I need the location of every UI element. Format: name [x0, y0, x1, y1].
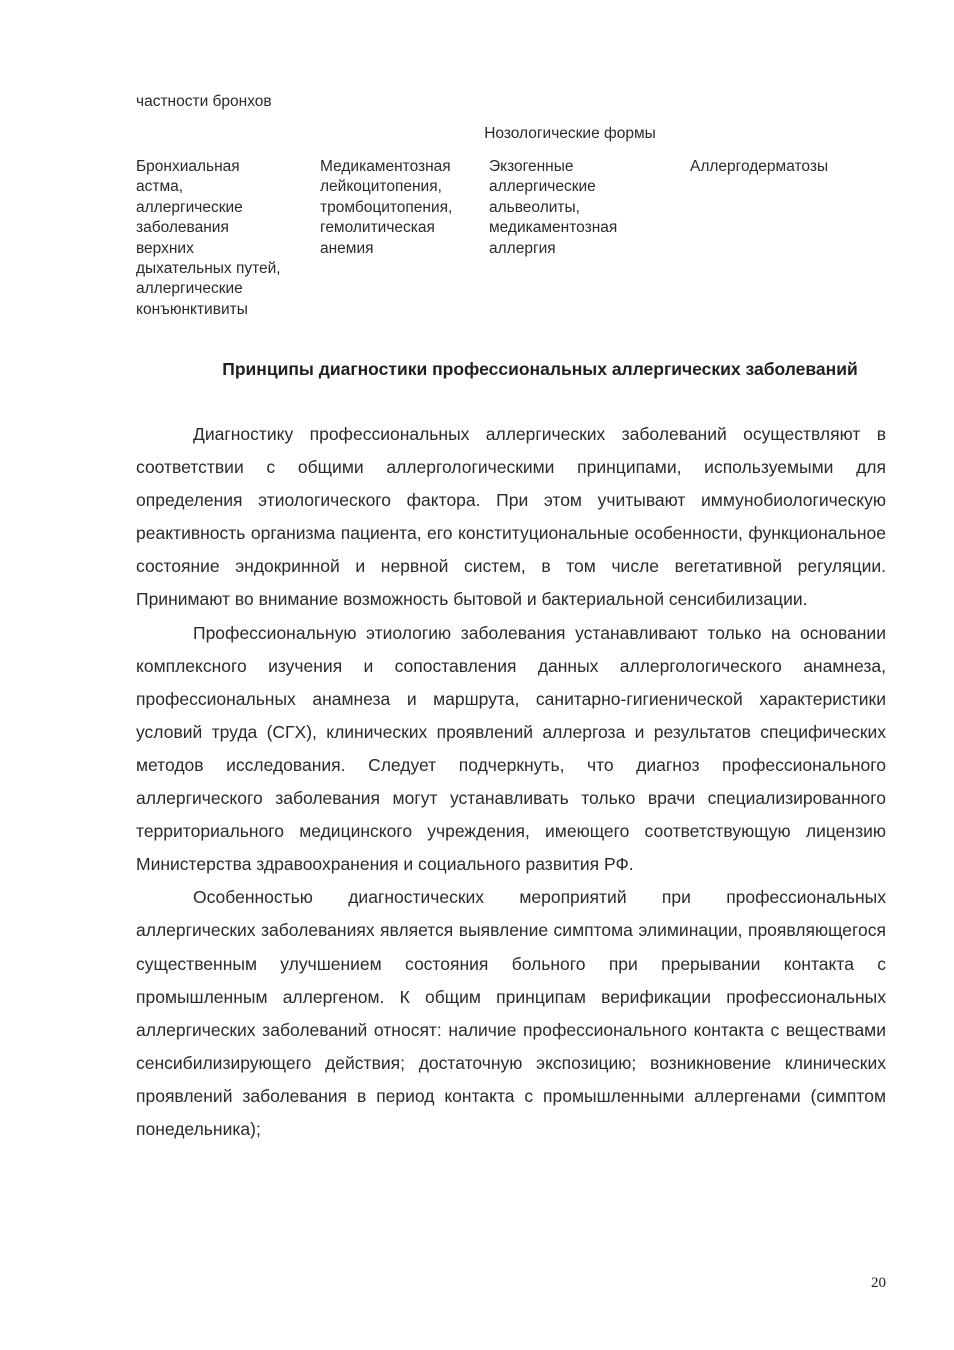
table-header-label: Нозологические формы — [484, 125, 656, 142]
table-cell-dermatoses: Аллергодерматозы — [690, 158, 829, 175]
paragraph: Особенностью диагностических мероприятий при профессиональных аллергических заболеваниях является выявление симптома элиминации, проявляющегося существенным улучшением состояния больного при прерывании контакта с промышленным аллергеном. К общим принципам верификации профессиональных аллергических заболеваний относят: наличие профессионального контакта с веществами сенсибилизирующего действия; достаточную экспозицию; возникновение клинических проявлений заболевания в период контакта с промышленными аллергенами (симптом понедельника); — [136, 887, 886, 1139]
continued-text-fragment: частности бронхов — [136, 93, 272, 110]
table-cell-respiratory: Бронхиальная астма, аллергические заболевания верхних дыхательных путей, аллергические конъюнктивиты — [136, 158, 281, 318]
body-text — [136, 418, 886, 1146]
page-number: 20 — [871, 1275, 886, 1291]
table-cell-alveolitis: Экзогенные аллергические альвеолиты, медикаментозная аллергия — [489, 158, 618, 257]
paragraph: Диагностику профессиональных аллергических заболеваний осуществляют в соответствии с общими аллергологическими принципами, используемыми для определения этиологического фактора. При этом учитывают иммунобиологическую реактивность организма пациента, его конституциональные особенности, функциональное состояние эндокринной и нервной систем, в том числе вегетативной регуляции. Принимают во внимание возможность бытовой и бактериальной сенсибилизации. — [136, 424, 886, 610]
section-title: Принципы диагностики профессиональных аллергических заболеваний — [222, 359, 858, 379]
table-cell-hematologic: Медикаментозная лейкоцитопения, тромбоцитопения, гемолитическая анемия — [320, 158, 453, 257]
paragraph: Профессиональную этиологию заболевания устанавливают только на основании комплексного изучения и сопоставления данных аллергологического анамнеза, профессиональных анамнеза и маршрута, санитарно-гигиенической характеристики условий труда (СГХ), клинических проявлений аллергоза и результатов специфических методов исследования. Следует подчеркнуть, что диагноз профессионального аллергического заболевания могут устанавливать только врачи специализированного территориального медицинского учреждения, имеющего соответствующую лицензию Министерства здравоохранения и социального развития РФ. — [136, 622, 886, 875]
table-header — [136, 125, 904, 143]
